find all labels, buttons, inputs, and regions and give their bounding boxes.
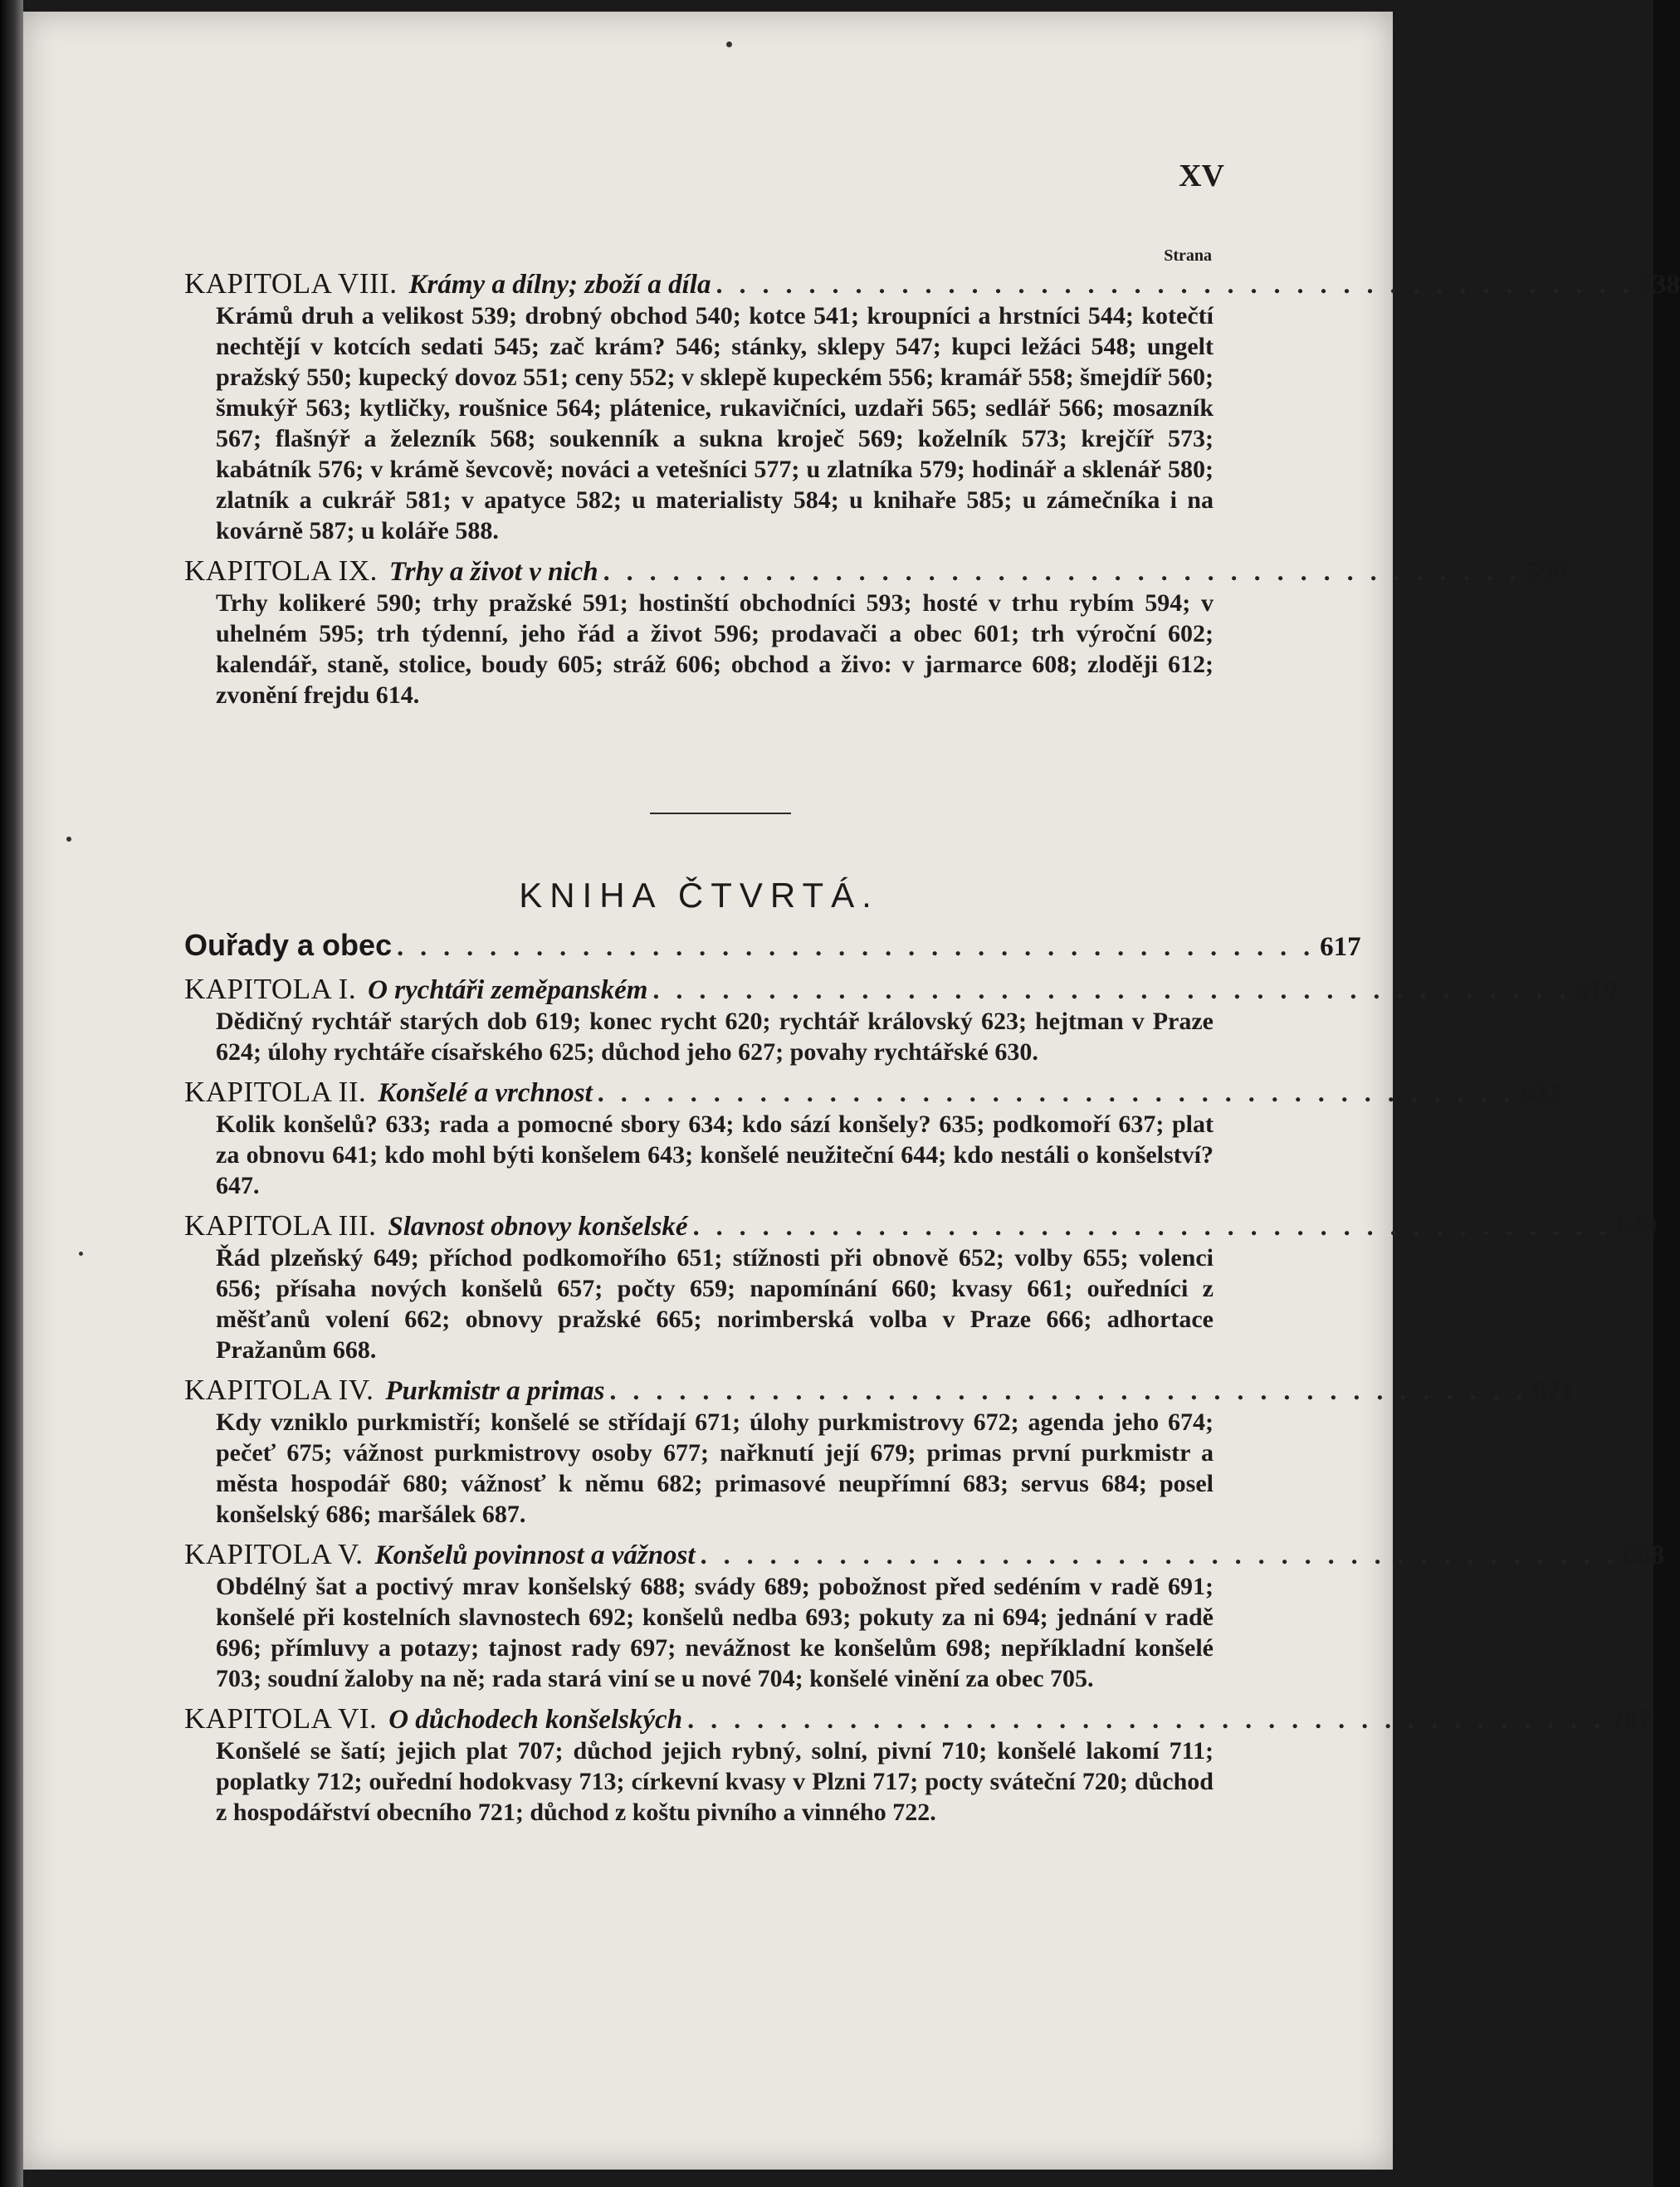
chapter-heading-line <box>184 1076 1562 1109</box>
dot-leader: . . . . . . . . . . . . . . . . . . . . . . . . . . . . . . . . . . . . . . . . <box>397 931 1316 961</box>
chapter-label: KAPITOLA V. <box>184 1538 364 1570</box>
chapter-entry <box>184 1076 1562 1201</box>
dot-leader: . . . . . . . . . . . . . . . . . . . . . . . . . . . . . . . . . . . . . . . . <box>652 974 1571 1004</box>
dot-leader: . . . . . . . . . . . . . . . . . . . . . . . . . . . . . . . . . . . . . . . . <box>603 556 1521 586</box>
chapter-description: Trhy kolikeré 590; trhy pražské 591; hostinští obchodníci 593; hosté v trhu rybím 594; v uhelném 595; trh týdenní, jeho řád a život 596; prodavači a obec 601; trh výroční 602; kalendář, staně, stolice, boudy 605; stráž 606; obchod a živo: v jarmarce 608; zloději 612; zvonění frejdu 614. <box>216 589 1214 709</box>
chapter-entry <box>184 267 1680 546</box>
chapter-entry <box>184 554 1568 710</box>
dot-leader: . . . . . . . . . . . . . . . . . . . . . . . . . . . . . . . . . . . . . . . . <box>597 1077 1516 1107</box>
chapter-page: 688 <box>1623 1540 1665 1570</box>
chapter-heading-line <box>184 1374 1574 1407</box>
chapter-page: 707 <box>1610 1705 1652 1735</box>
chapter-heading-line <box>184 1702 1652 1735</box>
chapter-description: Krámů druh a velikost 539; drobný obchod 540; kotce 541; kroupníci a hrstníci 544; kotečtí nechtějí v kotcích sedati 545; zač krám? 546; stánky, sklepy 547; kupci ležáci 548; ungelt pražský 550; kupecký dovoz 551; ceny 552; v sklepě kupeckém 556; kramář 558; šmejdíř 560; šmukýř 563; kytličky, roušnice 564; plátenice, rukavičníci, uzdaři 565; sedlář 566; mosazník 567; flašnýř a železník 568; soukenník a sukna kroječ 569; koželník 573; krejčíř 573; kabátník 576; v krámě ševcově; nováci a vetešníci 577; u zlatníka 579; hodinář a sklenář 580; zlatník a cukrář 581; v apatyce 582; u materialisty 584; u knihaře 585; u zámečníka i na kovárně 587; u koláře 588. <box>216 302 1214 544</box>
chapter-entry <box>184 1702 1652 1828</box>
chapter-page: 619 <box>1575 975 1617 1005</box>
scan-speck <box>726 41 732 47</box>
chapter-title: Konšelé a vrchnost <box>378 1078 593 1108</box>
chapter-entry <box>184 1374 1574 1530</box>
book-heading: KNIHA ČTVRTÁ. <box>519 876 879 915</box>
chapter-page: 671 <box>1532 1376 1574 1406</box>
section-divider <box>650 813 791 814</box>
toc-bottom-section <box>184 928 1665 1836</box>
chapter-page: 633 <box>1520 1078 1562 1108</box>
chapter-page: 538 <box>1638 270 1680 300</box>
chapter-heading-line <box>184 267 1680 300</box>
section-page: 617 <box>1320 932 1361 962</box>
strana-column-label: Strana <box>1164 247 1212 265</box>
chapter-page: 590 <box>1526 557 1568 587</box>
chapter-heading-line <box>184 554 1568 588</box>
left-binding-edge <box>0 0 23 2187</box>
dot-leader: . . . . . . . . . . . . . . . . . . . . . . . . . . . . . . . . . . . . . . . . <box>687 1704 1606 1734</box>
chapter-title: Konšelů povinnost a vážnost <box>374 1540 696 1570</box>
chapter-entry <box>184 973 1617 1067</box>
chapter-label: KAPITOLA III. <box>184 1209 377 1242</box>
chapter-label: KAPITOLA IX. <box>184 554 378 587</box>
chapter-heading-line <box>184 973 1617 1006</box>
chapter-label: KAPITOLA VIII. <box>184 267 398 300</box>
page-number: XV <box>1179 159 1224 193</box>
chapter-entry <box>184 1538 1665 1694</box>
scan-speck <box>66 837 71 842</box>
chapter-description: Dědičný rychtář starých dob 619; konec rycht 620; rychtář královský 623; hejtman v Praze 624; úlohy rychtáře císařského 625; důchod jeho 627; povahy rychtářské 630. <box>216 1008 1214 1066</box>
chapter-heading-line <box>184 1209 1658 1242</box>
chapter-label: KAPITOLA I. <box>184 973 357 1005</box>
chapter-title: Trhy a život v nich <box>388 557 598 587</box>
chapter-label: KAPITOLA IV. <box>184 1374 374 1406</box>
chapter-label: KAPITOLA VI. <box>184 1702 378 1735</box>
dot-leader: . . . . . . . . . . . . . . . . . . . . . . . . . . . . . . . . . . . . . . . . <box>715 269 1634 299</box>
section-heading-line <box>184 928 1361 963</box>
dot-leader: . . . . . . . . . . . . . . . . . . . . . . . . . . . . . . . . . . . . . . . . <box>609 1375 1528 1405</box>
right-scan-border <box>1653 0 1680 2187</box>
chapter-label: KAPITOLA II. <box>184 1076 367 1108</box>
chapter-heading-line <box>184 1538 1665 1571</box>
chapter-description: Řád plzeňský 649; příchod podkomořího 651; stížnosti při obnově 652; volby 655; volenci 656; přísaha nových konšelů 657; počty 659; napomínání 660; kvasy 661; ouředníci z měšťanů volení 662; obnovy pražské 665; norimberská volba v Praze 666; adhortace Pražanům 668. <box>216 1244 1214 1364</box>
toc-top-section <box>184 267 1680 719</box>
chapter-description: Konšelé se šatí; jejich plat 707; důchod jejich rybný, solní, pivní 710; konšelé lakomí 711; poplatky 712; ouřední hodokvasy 713; církevní kvasy v Plzni 717; pocty sváteční 720; důchod z hospodářství obecního 721; důchod z koštu pivního a vinného 722. <box>216 1737 1214 1826</box>
chapter-description: Kolik konšelů? 633; rada a pomocné sbory 634; kdo sází konšely? 635; podkomoří 637; plat za obnovu 641; kdo mohl býti konšelem 643; konšelé neužiteční 644; kdo nestáli o konšelství? 647. <box>216 1111 1214 1199</box>
chapter-description: Kdy vzniklo purkmistří; konšelé se střídají 671; úlohy purkmistrovy 672; agenda jeho 674; pečeť 675; vážnost purkmistrovy osoby 677; nařknutí její 679; primas první purkmistr a města hospodář 680; vážnosť k němu 682; primasové neupřímní 683; servus 684; posel konšelský 686; maršálek 687. <box>216 1408 1214 1528</box>
chapter-entry <box>184 1209 1658 1365</box>
chapter-title: O rychtáři zeměpanském <box>368 975 648 1005</box>
chapter-description: Obdélný šat a poctivý mrav konšelský 688; svády 689; pobožnost před sedéním v radě 691; konšelé při kostelních slavnostech 692; konšelů nedba 693; pokuty za ni 694; jednání v radě 696; přímluvy a potazy; tajnost rady 697; nevážnost ke konšelům 698; nepříkladní konšelé 703; soudní žaloby na ně; rada stará viní se u nové 704; konšelé vinění za obec 705. <box>216 1573 1214 1692</box>
chapter-page: 649 <box>1615 1212 1658 1242</box>
scan-speck <box>79 1252 83 1256</box>
dot-leader: . . . . . . . . . . . . . . . . . . . . . . . . . . . . . . . . . . . . . . . . <box>700 1540 1619 1569</box>
chapter-title: Purkmistr a primas <box>385 1376 605 1406</box>
dot-leader: . . . . . . . . . . . . . . . . . . . . . . . . . . . . . . . . . . . . . . . . <box>692 1211 1611 1241</box>
section-title: Ouřady a obec <box>184 928 393 962</box>
chapter-title: Krámy a dílny; zboží a díla <box>408 270 711 300</box>
chapter-title: Slavnost obnovy konšelské <box>388 1212 688 1242</box>
chapter-title: O důchodech konšelských <box>388 1705 683 1735</box>
